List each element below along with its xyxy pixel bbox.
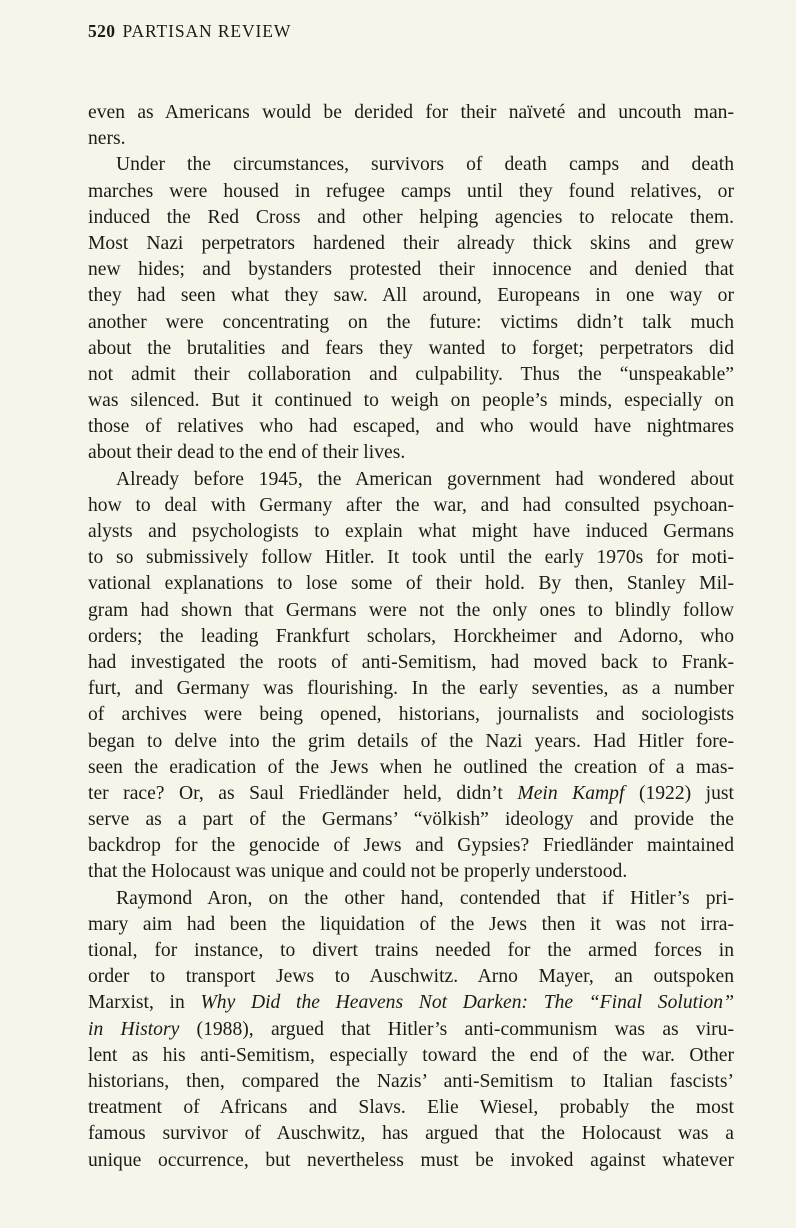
text-line: Already before 1945, the American government had wondered about	[116, 468, 734, 490]
book-title-mein-kampf: Mein Kampf	[517, 782, 625, 804]
running-head	[88, 16, 734, 46]
text-line: treatment of Africans and Slavs. Elie Wiesel, probably the most	[88, 1097, 734, 1119]
text-line: new hides; and bystanders protested their innocence and denied that	[88, 259, 734, 281]
text-line: orders; the leading Frankfurt scholars, Horckheimer and Adorno, who	[88, 625, 734, 647]
text-line: to so submissively follow Hitler. It took until the early 1970s for moti-	[88, 547, 734, 569]
text-line	[88, 781, 734, 807]
text-line	[88, 1017, 734, 1043]
text-line: not admit their collaboration and culpability. Thus the “unspeakable”	[88, 363, 734, 385]
text-line: Raymond Aron, on the other hand, contended that if Hitler’s pri-	[116, 887, 734, 909]
text-line: that the Holocaust was unique and could not be properly understood.	[88, 861, 628, 883]
article-body	[88, 100, 734, 1174]
book-title-heavens: Why Did the Heavens Not Darken: The “Final Solution”	[200, 992, 734, 1014]
text-line: was silenced. But it continued to weigh on people’s minds, especially on	[88, 390, 734, 412]
text-line: began to delve into the grim details of the Nazi years. Had Hitler fore-	[88, 730, 734, 752]
text-line: about their dead to the end of their lives.	[88, 442, 406, 464]
text-line: Most Nazi perpetrators hardened their already thick skins and grew	[88, 232, 734, 254]
text-line: historians, then, compared the Nazis’ anti-Semitism to Italian fascists’	[88, 1070, 734, 1092]
book-page	[88, 16, 734, 1174]
text-line: of archives were being opened, historians, journalists and sociologists	[88, 704, 734, 726]
text-line: ners.	[88, 128, 126, 150]
text-line: marches were housed in refugee camps until they found relatives, or	[88, 180, 734, 202]
text-line: about the brutalities and fears they wanted to forget; perpetrators did	[88, 337, 734, 359]
text-line: how to deal with Germany after the war, and had consulted psychoan-	[88, 494, 734, 516]
text-line: tional, for instance, to divert trains needed for the armed forces in	[88, 940, 734, 961]
page-number: 520	[88, 21, 116, 41]
text-line: induced the Red Cross and other helping agencies to relocate them.	[88, 206, 734, 228]
text-run: Marxist, in	[88, 992, 185, 1014]
text-line	[88, 990, 734, 1016]
text-line: gram had shown that Germans were not the only ones to blindly follow	[88, 599, 734, 621]
text-line: vational explanations to lose some of their hold. By then, Stanley Mil-	[88, 573, 734, 595]
text-line: those of relatives who had escaped, and who would have nightmares	[88, 416, 734, 438]
text-line: seen the eradication of the Jews when he outlined the creation of a mas-	[88, 756, 734, 778]
text-line: even as Americans would be derided for their naïveté and uncouth man-	[88, 102, 734, 123]
text-line: lent as his anti-Semitism, especially toward the end of the war. Other	[88, 1044, 734, 1066]
text-line: furt, and Germany was flourishing. In the early seventies, as a number	[88, 678, 734, 700]
text-line: famous survivor of Auschwitz, has argued that the Holocaust was a	[88, 1123, 734, 1145]
text-run: (1922) just	[638, 782, 734, 804]
book-title-heavens-cont: in History	[88, 1018, 180, 1040]
text-line: unique occurrence, but nevertheless must be invoked against whatever	[88, 1149, 734, 1171]
text-run: (1988), argued that Hitler’s anti-communism was as viru-	[196, 1018, 734, 1040]
text-line: had investigated the roots of anti-Semitism, had moved back to Frank-	[88, 651, 734, 673]
journal-title: PARTISAN REVIEW	[122, 21, 292, 41]
text-line: alysts and psychologists to explain what might have induced Germans	[88, 521, 734, 542]
text-run: ter race? Or, as Saul Friedländer held, didn’t	[88, 782, 503, 804]
text-line: Under the circumstances, survivors of death camps and death	[116, 154, 734, 176]
text-line: they had seen what they saw. All around, Europeans in one way or	[88, 285, 734, 307]
text-line: another were concentrating on the future: victims didn’t talk much	[88, 311, 734, 333]
text-line: order to transport Jews to Auschwitz. Arno Mayer, an outspoken	[88, 966, 734, 988]
text-line: mary aim had been the liquidation of the Jews then it was not irra-	[88, 913, 734, 935]
text-line: serve as a part of the Germans’ “völkish” ideology and provide the	[88, 809, 734, 831]
text-line: backdrop for the genocide of Jews and Gypsies? Friedländer maintained	[88, 835, 734, 857]
